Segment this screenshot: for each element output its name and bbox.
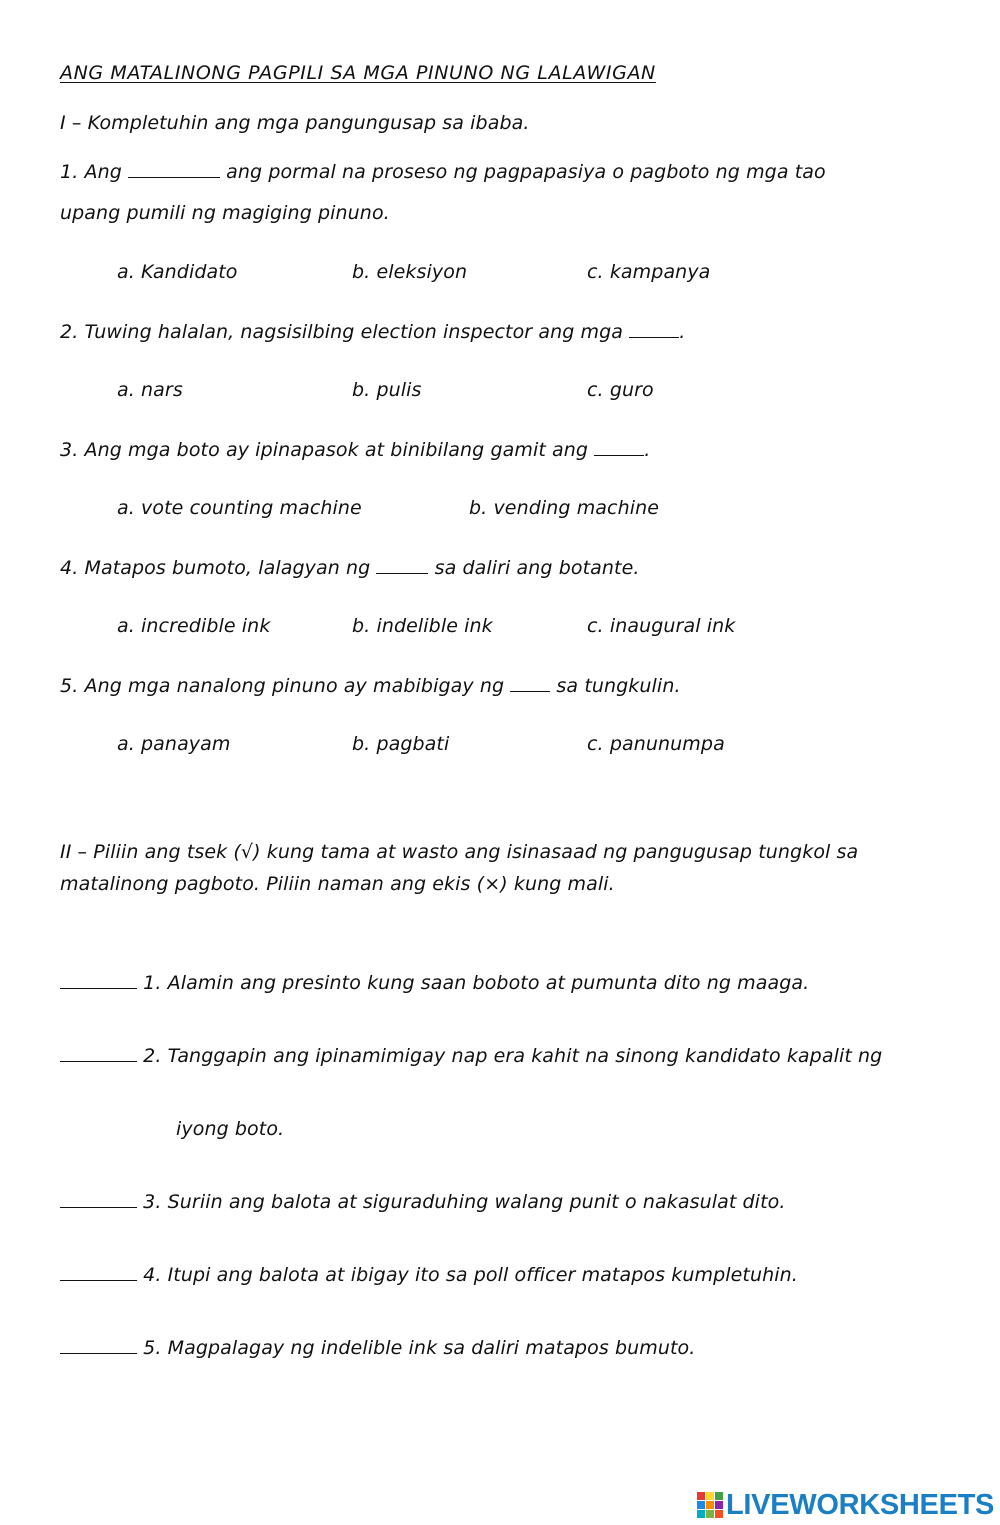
question-4: [60, 555, 640, 580]
question-4-blank[interactable]: [376, 555, 428, 574]
question-1-continuation: upang pumili ng magiging pinuno.: [60, 202, 390, 224]
question-2-option-b[interactable]: b. pulis: [352, 379, 422, 401]
liveworksheets-footer: [697, 1488, 994, 1522]
question-2: [60, 319, 685, 344]
logo-square: [697, 1492, 705, 1500]
logo-square: [715, 1492, 723, 1500]
statement-2-text: 2. Tanggapin ang ipinamimigay nap era kahit na sinong kandidato kapalit ng: [143, 1045, 883, 1067]
question-1-text-end: ang pormal na proseso ng pagpapasiya o pagboto ng mga tao: [220, 161, 826, 183]
statement-3-text: 3. Suriin ang balota at siguraduhing walang punit o nakasulat dito.: [143, 1191, 786, 1213]
part2-instruction-line2: matalinong pagboto. Piliin naman ang ekis (×) kung mali.: [60, 873, 615, 895]
question-1: [60, 159, 826, 184]
statement-1: [60, 970, 809, 995]
question-5: [60, 673, 681, 698]
statement-5-answer-blank[interactable]: [60, 1335, 137, 1354]
question-5-option-a[interactable]: a. panayam: [117, 733, 231, 755]
question-4-text-end: sa daliri ang botante.: [428, 557, 640, 579]
logo-square: [706, 1501, 714, 1509]
statement-5-text: 5. Magpalagay ng indelible ink sa daliri matapos bumuto.: [143, 1337, 696, 1359]
question-3-text-end: .: [644, 439, 651, 461]
statement-2-continuation: iyong boto.: [176, 1118, 285, 1140]
question-5-text-end: sa tungkulin.: [550, 675, 681, 697]
question-1-option-a[interactable]: a. Kandidato: [117, 261, 238, 283]
logo-square: [715, 1501, 723, 1509]
question-1-blank[interactable]: [128, 159, 220, 178]
question-3-option-a[interactable]: a. vote counting machine: [117, 497, 362, 519]
statement-4: [60, 1262, 798, 1287]
statement-2-answer-blank[interactable]: [60, 1043, 137, 1062]
question-5-option-b[interactable]: b. pagbati: [352, 733, 450, 755]
logo-square: [697, 1510, 705, 1518]
logo-square: [715, 1510, 723, 1518]
question-5-option-c[interactable]: c. panunumpa: [587, 733, 725, 755]
statement-3: [60, 1189, 785, 1214]
question-1-text-start: 1. Ang: [60, 161, 129, 183]
question-5-blank[interactable]: [510, 673, 550, 692]
question-4-option-b[interactable]: b. indelible ink: [352, 615, 493, 637]
part2-instruction-line1: II – Piliin ang tsek (√) kung tama at wasto ang isinasaad ng pangugusap tungkol sa: [60, 841, 859, 863]
part1-instruction: I – Kompletuhin ang mga pangungusap sa ibaba.: [60, 112, 530, 134]
logo-square: [706, 1510, 714, 1518]
question-2-text-end: .: [679, 321, 686, 343]
question-2-text-start: 2. Tuwing halalan, nagsisilbing election inspector ang mga: [60, 321, 630, 343]
statement-4-answer-blank[interactable]: [60, 1262, 137, 1281]
question-1-option-b[interactable]: b. eleksiyon: [352, 261, 468, 283]
statement-4-text: 4. Itupi ang balota at ibigay ito sa poll officer matapos kumpletuhin.: [143, 1264, 798, 1286]
question-2-blank[interactable]: [629, 319, 679, 338]
question-3: [60, 437, 650, 462]
question-3-blank[interactable]: [594, 437, 644, 456]
question-4-option-a[interactable]: a. incredible ink: [117, 615, 271, 637]
question-1-option-c[interactable]: c. kampanya: [587, 261, 711, 283]
worksheet-title: ANG MATALINONG PAGPILI SA MGA PINUNO NG LALAWIGAN: [60, 62, 656, 84]
liveworksheets-logo-icon: [697, 1492, 723, 1518]
logo-square: [706, 1492, 714, 1500]
question-5-text-start: 5. Ang mga nanalong pinuno ay mabibigay ng: [60, 675, 511, 697]
statement-5: [60, 1335, 695, 1360]
question-2-option-a[interactable]: a. nars: [117, 379, 183, 401]
statement-2: [60, 1043, 882, 1068]
statement-1-answer-blank[interactable]: [60, 970, 137, 989]
logo-square: [697, 1501, 705, 1509]
question-3-option-b[interactable]: b. vending machine: [469, 497, 660, 519]
question-4-option-c[interactable]: c. inaugural ink: [587, 615, 736, 637]
statement-1-text: 1. Alamin ang presinto kung saan boboto at pumunta dito ng maaga.: [143, 972, 810, 994]
liveworksheets-brand: LIVEWORKSHEETS: [726, 1488, 995, 1521]
question-3-text-start: 3. Ang mga boto ay ipinapasok at binibilang gamit ang: [60, 439, 595, 461]
question-2-option-c[interactable]: c. guro: [587, 379, 654, 401]
statement-3-answer-blank[interactable]: [60, 1189, 137, 1208]
question-4-text-start: 4. Matapos bumoto, lalagyan ng: [60, 557, 377, 579]
